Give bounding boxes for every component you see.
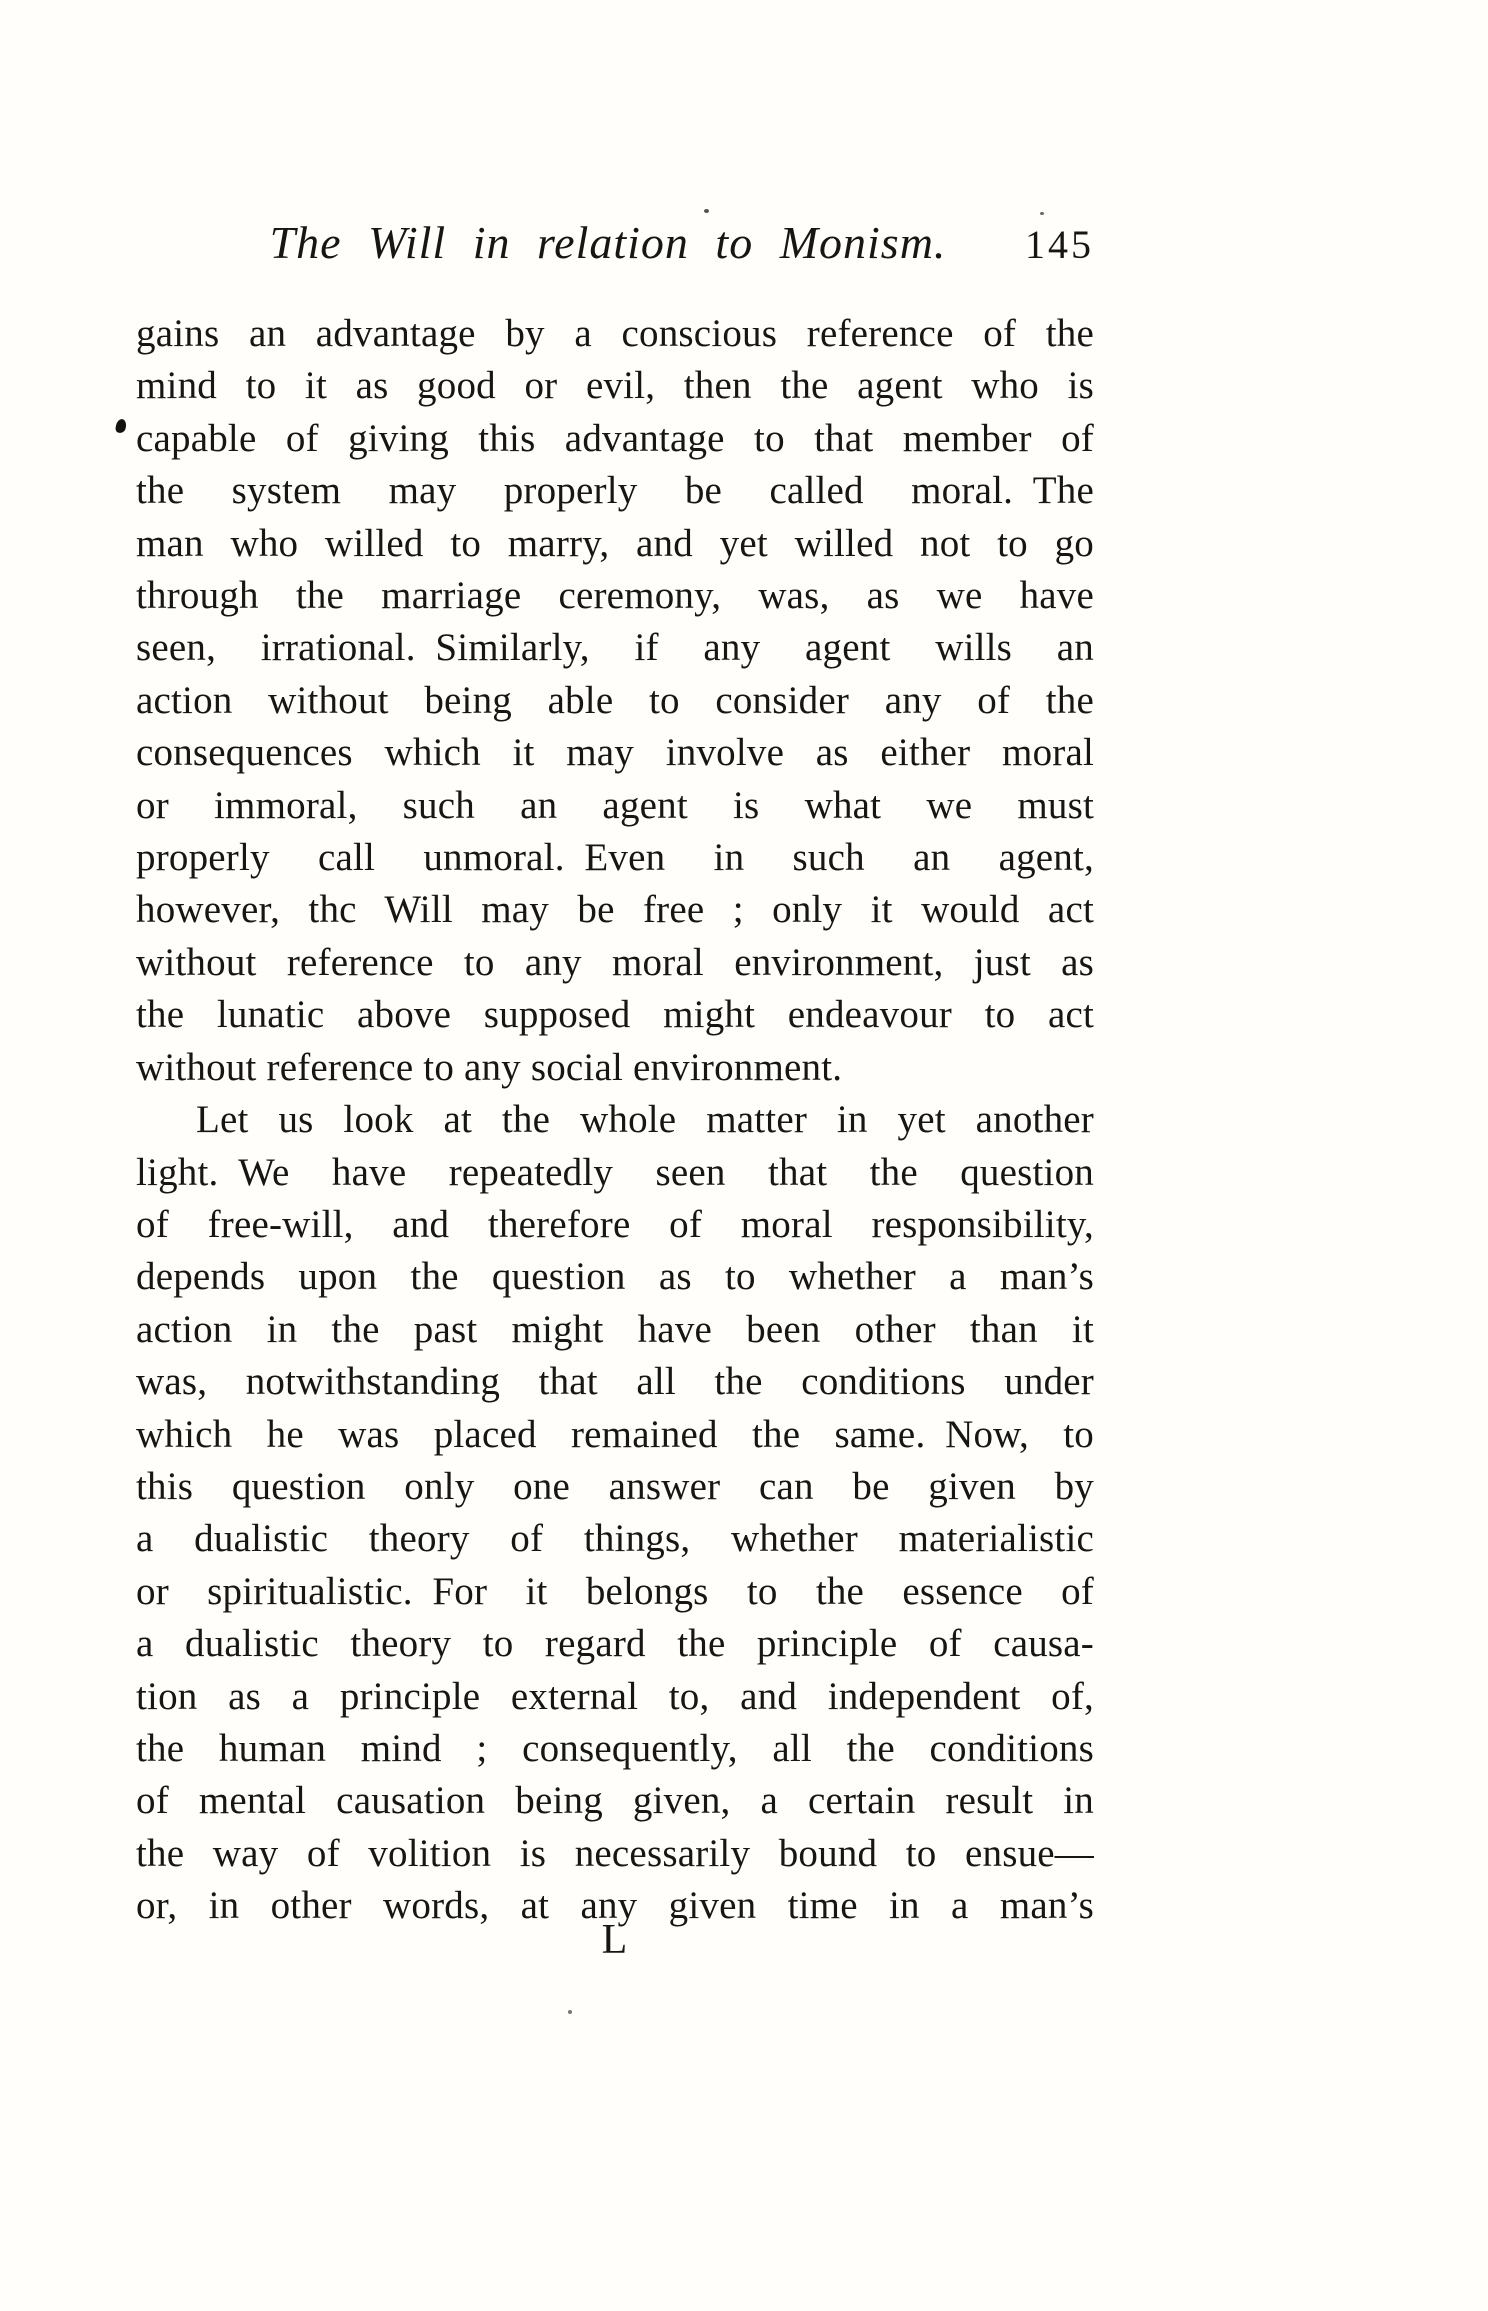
- text-line: was, notwithstanding that all the conditions under: [136, 1360, 1094, 1404]
- text-line: this question only one answer can be given by: [136, 1464, 1094, 1508]
- page-number: 145: [1025, 222, 1094, 267]
- text-line: however, thc Will may be free ; only it would act: [136, 888, 1094, 932]
- text-line: or, in other words, at any given time in a man’s: [136, 1884, 1094, 1928]
- speck-artifact: [568, 2010, 572, 2014]
- running-title: The Will in relation to Monism.: [269, 217, 947, 268]
- text-line: the way of volition is necessarily bound to ensue—: [136, 1831, 1094, 1875]
- speck-artifact: [1040, 212, 1044, 215]
- signature-mark: L: [601, 1917, 629, 1963]
- text-line: mind to it as good or evil, then the agent who is: [136, 364, 1094, 408]
- text-line: man who willed to marry, and yet willed not to go: [136, 521, 1094, 565]
- text-line: light. We have repeatedly seen that the question: [136, 1150, 1094, 1194]
- text-line: tion as a principle external to, and independent of,: [136, 1674, 1094, 1718]
- text-line: without reference to any social environment.: [136, 1045, 843, 1089]
- text-line: the lunatic above supposed might endeavour to act: [136, 993, 1094, 1037]
- text-line: without reference to any moral environment, just as: [136, 940, 1094, 984]
- text-line: the human mind ; consequently, all the conditions: [136, 1726, 1094, 1770]
- body-text: [136, 308, 1094, 1933]
- text-line: seen, irrational. Similarly, if any agent wills an: [136, 626, 1094, 670]
- text-line: of mental causation being given, a certain result in: [136, 1779, 1094, 1823]
- text-line: of free-will, and therefore of moral responsibility,: [136, 1202, 1094, 1246]
- text-line: properly call unmoral. Even in such an agent,: [136, 836, 1094, 880]
- text-line: a dualistic theory of things, whether materialistic: [136, 1517, 1094, 1561]
- text-line: which he was placed remained the same. Now, to: [136, 1412, 1094, 1456]
- text-line: depends upon the question as to whether a man’s: [136, 1255, 1094, 1299]
- text-line: a dualistic theory to regard the principle of causa-: [136, 1622, 1094, 1666]
- running-header: [136, 212, 1094, 278]
- speck-artifact: [704, 209, 709, 213]
- text-line: the system may properly be called moral. The: [136, 469, 1094, 513]
- text-line: Let us look at the whole matter in yet another: [196, 1098, 1094, 1142]
- text-line: consequences which it may involve as either moral: [136, 731, 1094, 775]
- ink-blot-artifact: [115, 418, 128, 434]
- text-line: gains an advantage by a conscious reference of the: [136, 312, 1094, 355]
- text-line: action without being able to consider any of the: [136, 678, 1094, 722]
- text-line: or immoral, such an agent is what we must: [136, 783, 1094, 827]
- text-line: through the marriage ceremony, was, as we have: [136, 574, 1094, 618]
- text-line: capable of giving this advantage to that member of: [136, 416, 1094, 460]
- text-line: action in the past might have been other than it: [136, 1307, 1094, 1351]
- text-line: or spiritualistic. For it belongs to the essence of: [136, 1569, 1094, 1613]
